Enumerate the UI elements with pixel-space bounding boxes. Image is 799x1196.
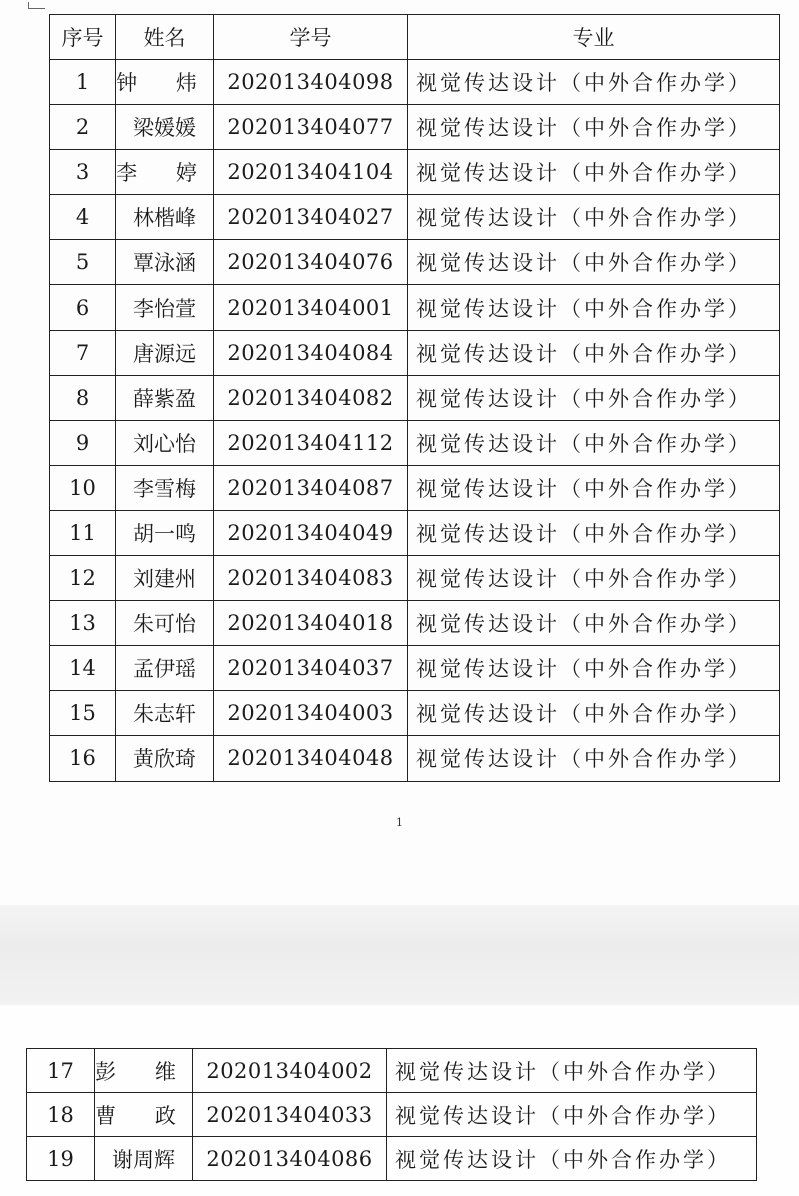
row-seq: 16 — [50, 736, 116, 781]
table-body — [27, 1049, 757, 1181]
row-name: 钟 炜 — [116, 60, 214, 105]
row-name: 刘心怡 — [116, 420, 214, 465]
row-student-id: 202013404104 — [214, 150, 408, 195]
row-student-id: 202013404082 — [214, 375, 408, 420]
table-row — [50, 691, 780, 736]
table-row — [50, 240, 780, 285]
row-major: 视觉传达设计（中外合作办学） — [387, 1093, 757, 1137]
row-seq: 9 — [50, 420, 116, 465]
row-student-id: 202013404083 — [214, 556, 408, 601]
row-major: 视觉传达设计（中外合作办学） — [408, 285, 780, 330]
table-row — [50, 105, 780, 150]
table-row — [50, 556, 780, 601]
scan-page-gap — [0, 905, 799, 1005]
row-seq: 10 — [50, 465, 116, 510]
row-seq: 1 — [50, 60, 116, 105]
table-row — [27, 1049, 757, 1093]
table-row — [50, 646, 780, 691]
row-name: 黄欣琦 — [116, 736, 214, 781]
table-row — [50, 330, 780, 375]
row-name: 曹 政 — [95, 1093, 193, 1137]
row-student-id: 202013404077 — [214, 105, 408, 150]
row-major: 视觉传达设计（中外合作办学） — [408, 375, 780, 420]
row-name: 谢周辉 — [95, 1137, 193, 1181]
row-name: 李怡萱 — [116, 285, 214, 330]
row-major: 视觉传达设计（中外合作办学） — [408, 646, 780, 691]
row-major: 视觉传达设计（中外合作办学） — [408, 465, 780, 510]
row-student-id: 202013404027 — [214, 195, 408, 240]
row-student-id: 202013404001 — [214, 285, 408, 330]
row-student-id: 202013404048 — [214, 736, 408, 781]
row-seq: 13 — [50, 601, 116, 646]
page-number: 1 — [396, 816, 403, 829]
header-major: 专业 — [408, 15, 780, 60]
table-header-row — [50, 15, 780, 60]
row-major: 视觉传达设计（中外合作办学） — [408, 60, 780, 105]
row-seq: 11 — [50, 510, 116, 555]
table-row — [50, 150, 780, 195]
row-student-id: 202013404003 — [214, 691, 408, 736]
row-student-id: 202013404018 — [214, 601, 408, 646]
row-name: 薛紫盈 — [116, 375, 214, 420]
row-name: 梁媛媛 — [116, 105, 214, 150]
row-student-id: 202013404087 — [214, 465, 408, 510]
row-name: 朱志轩 — [116, 691, 214, 736]
row-seq: 2 — [50, 105, 116, 150]
header-name: 姓名 — [116, 15, 214, 60]
header-id: 学号 — [214, 15, 408, 60]
row-seq: 19 — [27, 1137, 95, 1181]
student-table-page-1 — [49, 14, 780, 782]
row-major: 视觉传达设计（中外合作办学） — [408, 420, 780, 465]
row-major: 视觉传达设计（中外合作办学） — [408, 691, 780, 736]
row-seq: 12 — [50, 556, 116, 601]
table-row — [50, 736, 780, 781]
row-name: 朱可怡 — [116, 601, 214, 646]
row-seq: 4 — [50, 195, 116, 240]
row-seq: 5 — [50, 240, 116, 285]
student-table-page-2 — [26, 1048, 757, 1181]
row-seq: 17 — [27, 1049, 95, 1093]
table-row — [50, 285, 780, 330]
row-seq: 8 — [50, 375, 116, 420]
row-name: 李雪梅 — [116, 465, 214, 510]
row-student-id: 202013404098 — [214, 60, 408, 105]
row-seq: 3 — [50, 150, 116, 195]
row-major: 视觉传达设计（中外合作办学） — [408, 330, 780, 375]
row-name: 唐源远 — [116, 330, 214, 375]
table-row — [50, 195, 780, 240]
table-row — [50, 60, 780, 105]
row-seq: 14 — [50, 646, 116, 691]
row-student-id: 202013404112 — [214, 420, 408, 465]
row-name: 李 婷 — [116, 150, 214, 195]
row-seq: 7 — [50, 330, 116, 375]
row-student-id: 202013404084 — [214, 330, 408, 375]
row-major: 视觉传达设计（中外合作办学） — [408, 240, 780, 285]
page-corner-mark — [28, 2, 45, 9]
row-major: 视觉传达设计（中外合作办学） — [408, 601, 780, 646]
row-major: 视觉传达设计（中外合作办学） — [408, 195, 780, 240]
row-student-id: 202013404049 — [214, 510, 408, 555]
row-student-id: 202013404076 — [214, 240, 408, 285]
row-name: 彭 维 — [95, 1049, 193, 1093]
row-major: 视觉传达设计（中外合作办学） — [408, 736, 780, 781]
row-major: 视觉传达设计（中外合作办学） — [387, 1137, 757, 1181]
row-major: 视觉传达设计（中外合作办学） — [408, 105, 780, 150]
row-major: 视觉传达设计（中外合作办学） — [387, 1049, 757, 1093]
row-name: 覃泳涵 — [116, 240, 214, 285]
row-major: 视觉传达设计（中外合作办学） — [408, 510, 780, 555]
row-major: 视觉传达设计（中外合作办学） — [408, 556, 780, 601]
header-seq: 序号 — [50, 15, 116, 60]
row-student-id: 202013404002 — [193, 1049, 387, 1093]
table-row — [50, 465, 780, 510]
row-student-id: 202013404086 — [193, 1137, 387, 1181]
row-name: 孟伊瑶 — [116, 646, 214, 691]
table-row — [50, 375, 780, 420]
row-name: 刘建州 — [116, 556, 214, 601]
row-seq: 6 — [50, 285, 116, 330]
table-row — [50, 420, 780, 465]
table-body — [50, 60, 780, 782]
row-seq: 15 — [50, 691, 116, 736]
row-student-id: 202013404037 — [214, 646, 408, 691]
table-row — [50, 510, 780, 555]
row-name: 胡一鸣 — [116, 510, 214, 555]
table-row — [50, 601, 780, 646]
table-row — [27, 1093, 757, 1137]
row-seq: 18 — [27, 1093, 95, 1137]
table-row — [27, 1137, 757, 1181]
row-major: 视觉传达设计（中外合作办学） — [408, 150, 780, 195]
row-student-id: 202013404033 — [193, 1093, 387, 1137]
row-name: 林楷峰 — [116, 195, 214, 240]
